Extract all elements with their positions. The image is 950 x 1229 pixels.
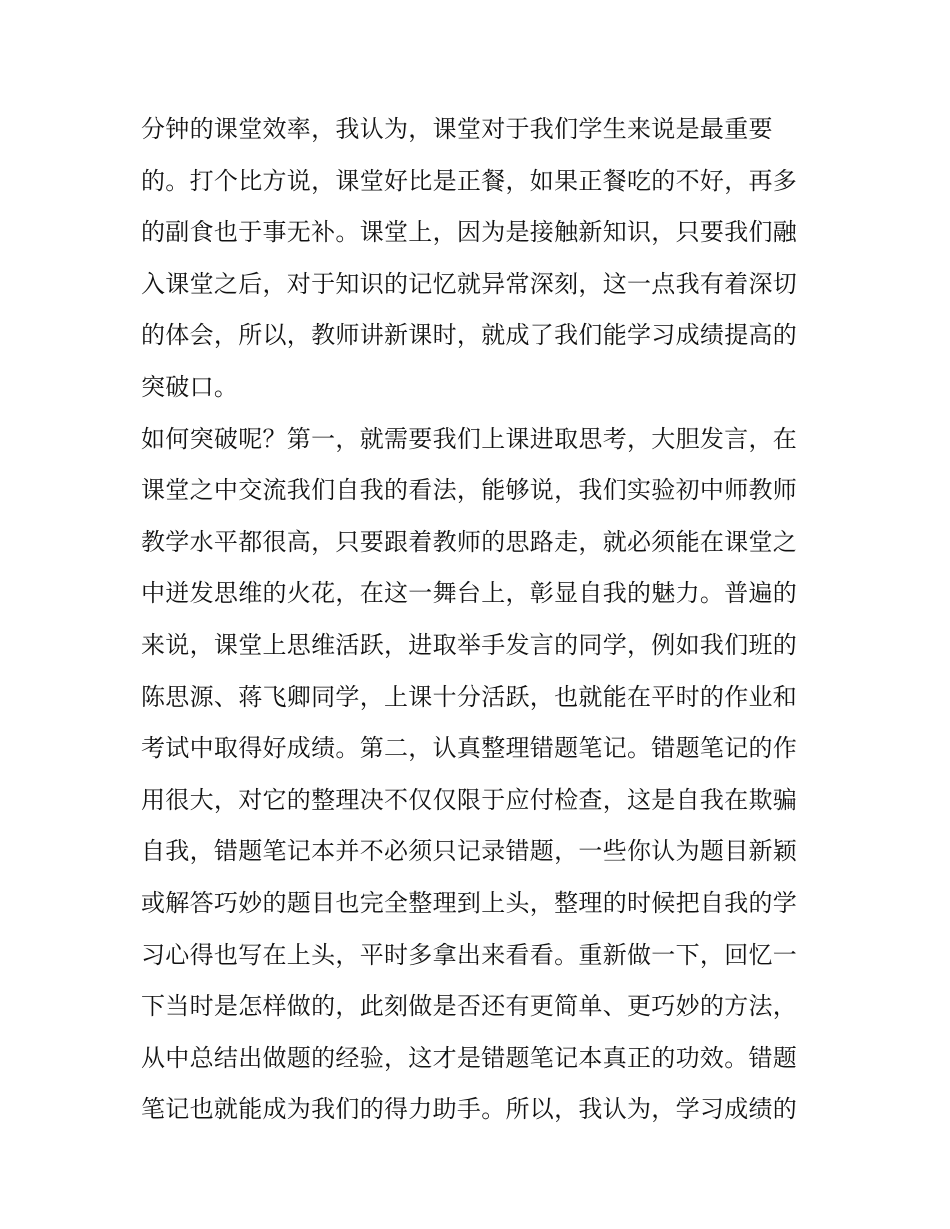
- text-line: 如何突破呢？第一，就需要我们上课进取思考，大胆发言，在: [141, 424, 798, 453]
- text-line: 从中总结出做题的经验，这才是错题笔记本真正的功效。错题: [141, 1043, 798, 1072]
- text-line: 考试中取得好成绩。第二，认真整理错题笔记。错题笔记的作: [141, 734, 798, 763]
- text-line: 突破口。: [141, 372, 239, 401]
- text-line: 的副食也于事无补。课堂上，因为是接触新知识，只要我们融: [141, 218, 798, 247]
- text-line: 或解答巧妙的题目也完全整理到上头，整理的时候把自我的学: [141, 888, 798, 917]
- body-text: [141, 111, 821, 1143]
- text-line: 下当时是怎样做的，此刻做是否还有更简单、更巧妙的方法，: [141, 992, 798, 1021]
- text-line: 陈思源、蒋飞卿同学，上课十分活跃，也就能在平时的作业和: [141, 682, 798, 711]
- text-line: 的。打个比方说，课堂好比是正餐，如果正餐吃的不好，再多: [141, 166, 798, 195]
- text-line: 自我，错题笔记本并不必须只记录错题，一些你认为题目新颖: [141, 837, 798, 866]
- text-line: 笔记也就能成为我们的得力助手。所以，我认为，学习成绩的: [141, 1095, 798, 1124]
- text-line: 习心得也写在上头，平时多拿出来看看。重新做一下，回忆一: [141, 940, 798, 969]
- text-line: 的体会，所以，教师讲新课时，就成了我们能学习成绩提高的: [141, 321, 798, 350]
- text-line: 来说，课堂上思维活跃，进取举手发言的同学，例如我们班的: [141, 630, 798, 659]
- text-line: 课堂之中交流我们自我的看法，能够说，我们实验初中师教师: [141, 476, 798, 505]
- text-line: 中迸发思维的火花，在这一舞台上，彰显自我的魅力。普遍的: [141, 579, 798, 608]
- text-line: 入课堂之后，对于知识的记忆就异常深刻，这一点我有着深切: [141, 269, 798, 298]
- text-line: 用很大，对它的整理决不仅仅限于应付检查，这是自我在欺骗: [141, 785, 798, 814]
- text-line: 分钟的课堂效率，我认为，课堂对于我们学生来说是最重要: [141, 115, 773, 143]
- text-line: 教学水平都很高，只要跟着教师的思路走，就必须能在课堂之: [141, 527, 798, 556]
